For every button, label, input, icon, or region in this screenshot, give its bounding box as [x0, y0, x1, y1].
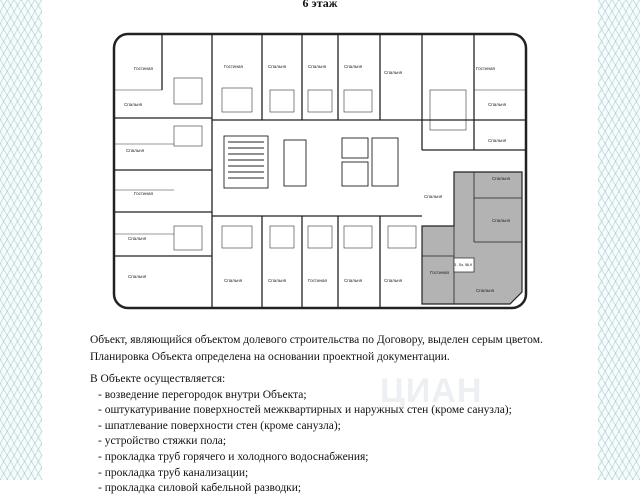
room-label: Спальня	[344, 64, 363, 69]
room-label: Спальня	[268, 64, 287, 69]
decorative-border-left	[0, 0, 42, 480]
room-label: Спальня	[492, 218, 511, 223]
room-label: Спальня	[384, 278, 403, 283]
description-block	[90, 332, 610, 366]
unit-label: 3 - Sx, 56,9	[454, 263, 472, 267]
works-item: - прокладка труб горячего и холодного водоснабжения;	[98, 450, 369, 463]
room-label: Гостиная	[476, 66, 495, 71]
room-label: Спальня	[128, 274, 147, 279]
room-label: Спальня	[344, 278, 363, 283]
watermark: ЦИАН	[380, 372, 483, 410]
description-line: Планировка Объекта определена на основании проектной документации.	[90, 351, 450, 363]
room-label: Гостиная	[134, 191, 153, 196]
room-label: Гостиная	[308, 278, 327, 283]
room-label: Спальня	[424, 194, 443, 199]
room-label: Спальня	[488, 138, 507, 143]
page-title: 6 этаж	[302, 0, 338, 10]
floor-plan	[112, 30, 528, 310]
works-intro: В Объекте осуществляется:	[90, 373, 226, 385]
room-label: Спальня	[492, 176, 511, 181]
room-label: Гостиная	[430, 270, 449, 275]
room-label: Спальня	[476, 288, 495, 293]
works-list	[90, 372, 610, 497]
description-line: Объект, являющийся объектом долевого строительства по Договору, выделен серым цветом.	[90, 334, 543, 346]
room-label: Спальня	[308, 64, 327, 69]
room-label: Спальня	[268, 278, 287, 283]
room-label: Спальня	[128, 236, 147, 241]
room-label: Спальня	[488, 102, 507, 107]
room-label: Гостиная	[224, 64, 243, 69]
room-label: Спальня	[124, 102, 143, 107]
room-label: Спальня	[126, 148, 145, 153]
works-item: - устройство стяжки пола;	[98, 435, 227, 448]
works-item: - оштукатуривание поверхностей межквартирных и наружных стен (кроме санузла);	[98, 404, 512, 417]
room-label: Гостиная	[134, 66, 153, 71]
works-item: - шпатлевание поверхности стен (кроме санузла);	[98, 419, 341, 432]
room-label: Спальня	[224, 278, 243, 283]
works-item: - возведение перегородок внутри Объекта;	[98, 388, 307, 401]
room-label: Спальня	[384, 70, 403, 75]
works-item: - прокладка силовой кабельной разводки;	[98, 482, 302, 495]
works-item: - прокладка труб канализации;	[98, 466, 249, 479]
